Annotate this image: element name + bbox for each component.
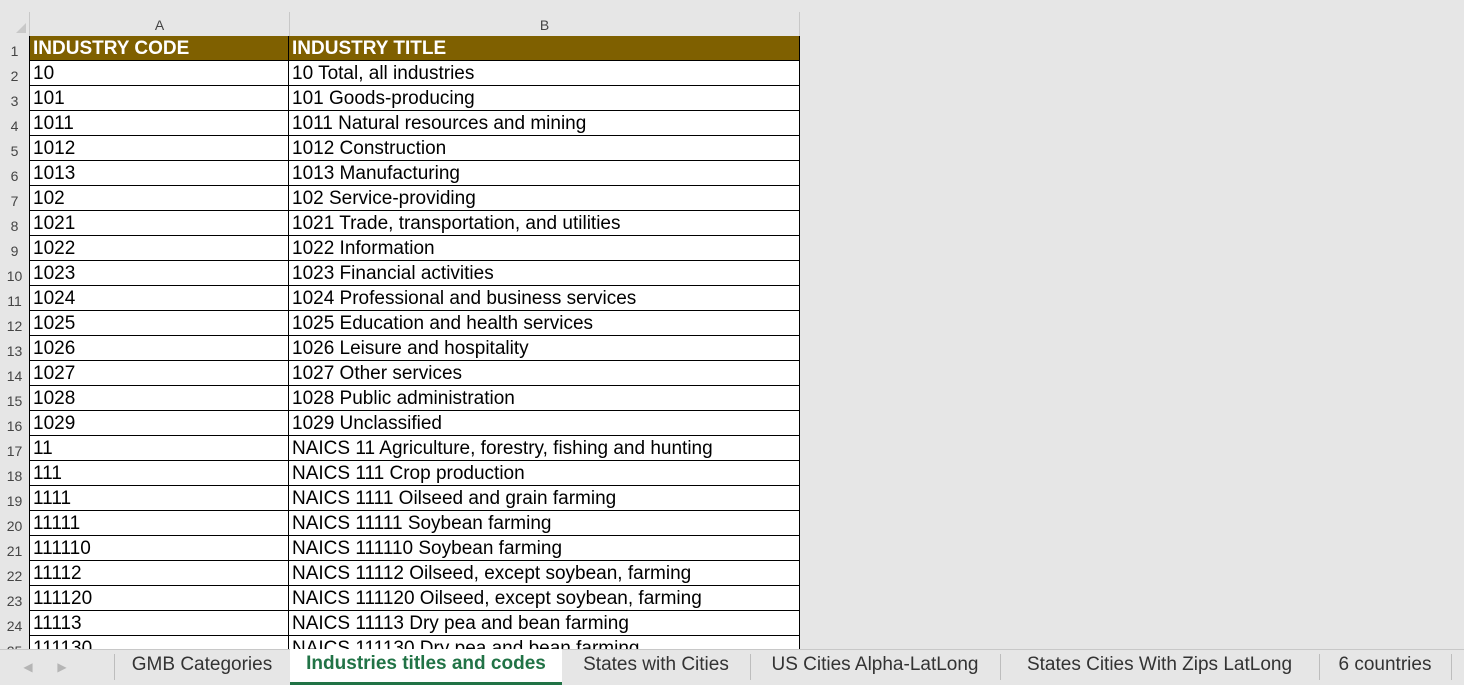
cell-industry-title[interactable]: 1024 Professional and business services: [289, 286, 800, 311]
cell-industry-code[interactable]: 111110: [29, 536, 289, 561]
cell-industry-code[interactable]: 1029: [29, 411, 289, 436]
tab-divider: [1451, 654, 1452, 680]
row-number[interactable]: 21: [0, 536, 29, 561]
cell-industry-code[interactable]: 101: [29, 86, 289, 111]
cell-industry-code[interactable]: 111120: [29, 586, 289, 611]
row-number[interactable]: 2: [0, 61, 29, 86]
table-row: [0, 161, 800, 186]
cell-industry-code[interactable]: 11113: [29, 611, 289, 636]
row-number[interactable]: 11: [0, 286, 29, 311]
table-row: [0, 186, 800, 211]
cell-industry-code[interactable]: 11111: [29, 511, 289, 536]
table-row: [0, 511, 800, 536]
cell-industry-code[interactable]: 11112: [29, 561, 289, 586]
cell-industry-title[interactable]: 1011 Natural resources and mining: [289, 111, 800, 136]
cell-industry-title[interactable]: 1023 Financial activities: [289, 261, 800, 286]
cell-industry-title[interactable]: 102 Service-providing: [289, 186, 800, 211]
row-number[interactable]: 8: [0, 211, 29, 236]
next-sheet-icon[interactable]: ▶: [57, 660, 67, 674]
cell-industry-title[interactable]: NAICS 111 Crop production: [289, 461, 800, 486]
cell-industry-title[interactable]: 1026 Leisure and hospitality: [289, 336, 800, 361]
row-number[interactable]: 17: [0, 436, 29, 461]
cell-industry-code[interactable]: 1025: [29, 311, 289, 336]
cell-industry-title[interactable]: NAICS 11113 Dry pea and bean farming: [289, 611, 800, 636]
cell-industry-code[interactable]: 1021: [29, 211, 289, 236]
cell-industry-code[interactable]: 102: [29, 186, 289, 211]
cell-industry-code[interactable]: 10: [29, 61, 289, 86]
table-row: [0, 61, 800, 86]
cell-industry-title[interactable]: 101 Goods-producing: [289, 86, 800, 111]
cell-industry-code[interactable]: 1023: [29, 261, 289, 286]
cell-industry-code[interactable]: 1027: [29, 361, 289, 386]
tab-states-cities-with-zips-latlong[interactable]: States Cities With Zips LatLong: [1026, 654, 1293, 675]
cell-industry-title[interactable]: NAICS 11112 Oilseed, except soybean, farming: [289, 561, 800, 586]
row-number[interactable]: 15: [0, 386, 29, 411]
row-number[interactable]: 19: [0, 486, 29, 511]
cell-industry-code[interactable]: 1012: [29, 136, 289, 161]
table-row: [0, 411, 800, 436]
table-row: [0, 361, 800, 386]
tab-6-countries[interactable]: 6 countries: [1338, 654, 1432, 675]
cell-industry-title[interactable]: NAICS 11 Agriculture, forestry, fishing and hunting: [289, 436, 800, 461]
table-row: [0, 436, 800, 461]
column-header-b[interactable]: B: [289, 12, 800, 36]
header-cell-industry-title[interactable]: INDUSTRY TITLE: [289, 36, 800, 61]
tab-gmb-categories[interactable]: GMB Categories: [131, 654, 273, 675]
cell-industry-code[interactable]: 1022: [29, 236, 289, 261]
row-number[interactable]: 4: [0, 111, 29, 136]
row-number[interactable]: 5: [0, 136, 29, 161]
row-number[interactable]: 23: [0, 586, 29, 611]
row-number[interactable]: 12: [0, 311, 29, 336]
row-number[interactable]: 22: [0, 561, 29, 586]
cell-industry-code[interactable]: 1028: [29, 386, 289, 411]
cell-industry-title[interactable]: NAICS 111120 Oilseed, except soybean, farming: [289, 586, 800, 611]
table-row: [0, 386, 800, 411]
row-number[interactable]: 13: [0, 336, 29, 361]
cell-industry-title[interactable]: 1021 Trade, transportation, and utilities: [289, 211, 800, 236]
cell-industry-code[interactable]: 1011: [29, 111, 289, 136]
header-cell-industry-code[interactable]: INDUSTRY CODE: [29, 36, 289, 61]
table-row: [0, 586, 800, 611]
table-row: [0, 536, 800, 561]
table-row: [0, 286, 800, 311]
row-number[interactable]: 7: [0, 186, 29, 211]
cell-industry-code[interactable]: 1013: [29, 161, 289, 186]
row-number[interactable]: 18: [0, 461, 29, 486]
table-row: [0, 336, 800, 361]
cell-industry-title[interactable]: NAICS 111110 Soybean farming: [289, 536, 800, 561]
row-number[interactable]: 16: [0, 411, 29, 436]
tab-states-with-cities[interactable]: States with Cities: [583, 654, 729, 675]
table-row: [0, 486, 800, 511]
tab-us-cities-alpha-latlong[interactable]: US Cities Alpha-LatLong: [771, 654, 979, 675]
cell-industry-title[interactable]: 10 Total, all industries: [289, 61, 800, 86]
row-number[interactable]: 9: [0, 236, 29, 261]
cell-industry-title[interactable]: 1012 Construction: [289, 136, 800, 161]
cell-industry-title[interactable]: 1013 Manufacturing: [289, 161, 800, 186]
prev-sheet-icon[interactable]: ◀: [23, 660, 33, 674]
cell-industry-code[interactable]: 1111: [29, 486, 289, 511]
column-header-a[interactable]: A: [29, 12, 289, 36]
table-row: [0, 461, 800, 486]
cell-industry-title[interactable]: 1025 Education and health services: [289, 311, 800, 336]
table-row: [0, 86, 800, 111]
cell-industry-title[interactable]: NAICS 11111 Soybean farming: [289, 511, 800, 536]
cell-industry-code[interactable]: 1026: [29, 336, 289, 361]
table-row: [0, 236, 800, 261]
row-number[interactable]: 10: [0, 261, 29, 286]
cell-industry-code[interactable]: 111: [29, 461, 289, 486]
cell-industry-title[interactable]: NAICS 1111 Oilseed and grain farming: [289, 486, 800, 511]
header-row: [0, 36, 800, 61]
cell-industry-title[interactable]: 1022 Information: [289, 236, 800, 261]
row-number[interactable]: 3: [0, 86, 29, 111]
row-number[interactable]: 20: [0, 511, 29, 536]
cell-industry-title[interactable]: 1027 Other services: [289, 361, 800, 386]
table-row: [0, 311, 800, 336]
table-row: [0, 211, 800, 236]
row-number[interactable]: 6: [0, 161, 29, 186]
cell-industry-title[interactable]: 1029 Unclassified: [289, 411, 800, 436]
cell-industry-code[interactable]: 11: [29, 436, 289, 461]
sheet-tab-bar: [0, 649, 1464, 685]
cell-industry-code[interactable]: 1024: [29, 286, 289, 311]
table-row: [0, 261, 800, 286]
row-number[interactable]: 14: [0, 361, 29, 386]
table-row: [0, 611, 800, 636]
select-all-triangle-icon: [16, 23, 26, 33]
table-row: [0, 136, 800, 161]
row-number[interactable]: 1: [0, 36, 29, 61]
table-row: [0, 111, 800, 136]
row-number[interactable]: 24: [0, 611, 29, 636]
table-row: [0, 561, 800, 586]
column-headers: [0, 12, 800, 36]
select-all-corner[interactable]: [0, 12, 29, 36]
tab-industries-titles-and-codes[interactable]: Industries titles and codes: [290, 649, 562, 685]
cell-industry-title[interactable]: 1028 Public administration: [289, 386, 800, 411]
